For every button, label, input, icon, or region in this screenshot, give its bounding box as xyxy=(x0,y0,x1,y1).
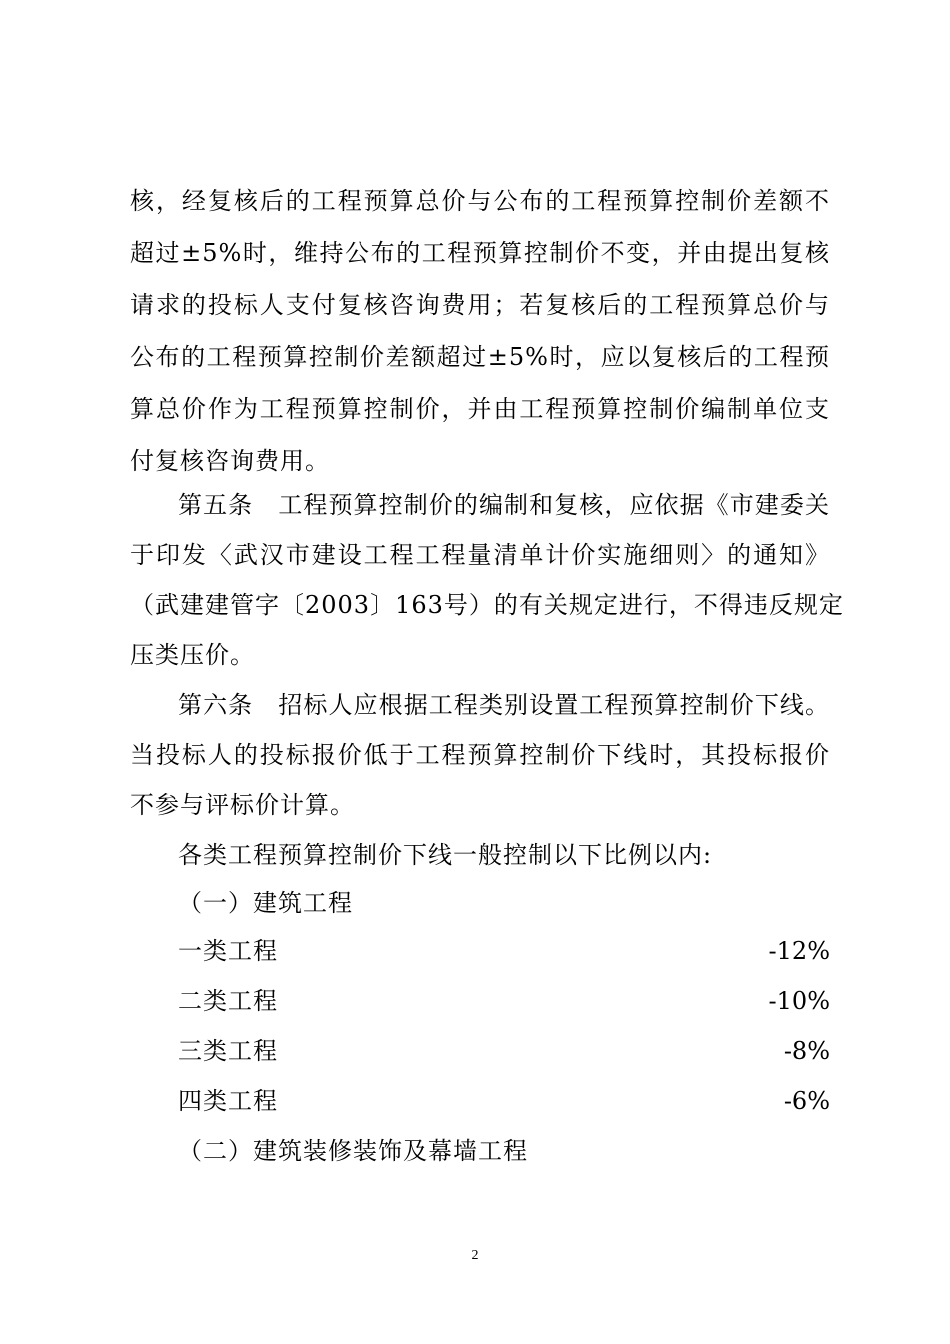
intro-line: 各类工程预算控制价下线一般控制以下比例以内: xyxy=(178,841,713,869)
category-value: -8% xyxy=(783,1037,830,1065)
article-5-line: 第五条 工程预算控制价的编制和复核，应依据《市建委关 xyxy=(178,491,830,519)
category-value: -12% xyxy=(768,937,830,965)
category-value: -6% xyxy=(783,1087,830,1115)
article-5-line: （武建建管字〔2003〕163号）的有关规定进行，不得违反规定 xyxy=(130,591,844,619)
category-label: 四类工程 xyxy=(178,1087,278,1115)
article-6-line: 当投标人的投标报价低于工程预算控制价下线时，其投标报价 xyxy=(130,741,830,769)
paragraph-line: 请求的投标人支付复核咨询费用；若复核后的工程预算总价与 xyxy=(130,291,830,319)
article-6-line: 第六条 招标人应根据工程类别设置工程预算控制价下线。 xyxy=(178,691,830,719)
section-heading: （一）建筑工程 xyxy=(178,889,353,917)
section-heading: （二）建筑装修装饰及幕墙工程 xyxy=(178,1137,528,1165)
page-number: 2 xyxy=(471,1248,479,1263)
paragraph-line: 算总价作为工程预算控制价，并由工程预算控制价编制单位支 xyxy=(130,395,830,423)
category-row xyxy=(178,986,830,1016)
article-5-line: 压类压价。 xyxy=(130,641,255,669)
category-row xyxy=(178,1086,830,1116)
paragraph-line: 超过±5%时，维持公布的工程预算控制价不变，并由提出复核 xyxy=(130,239,830,267)
category-label: 三类工程 xyxy=(178,1037,278,1065)
paragraph-line: 核，经复核后的工程预算总价与公布的工程预算控制价差额不 xyxy=(130,187,830,215)
paragraph-line: 付复核咨询费用。 xyxy=(130,447,330,475)
article-5-line: 于印发〈武汉市建设工程工程量清单计价实施细则〉的通知》 xyxy=(130,541,830,569)
category-label: 二类工程 xyxy=(178,987,278,1015)
article-6-line: 不参与评标价计算。 xyxy=(130,791,355,819)
paragraph-line: 公布的工程预算控制价差额超过±5%时，应以复核后的工程预 xyxy=(130,343,830,371)
category-value: -10% xyxy=(768,987,830,1015)
category-row xyxy=(178,936,830,966)
category-label: 一类工程 xyxy=(178,937,278,965)
category-row xyxy=(178,1036,830,1066)
